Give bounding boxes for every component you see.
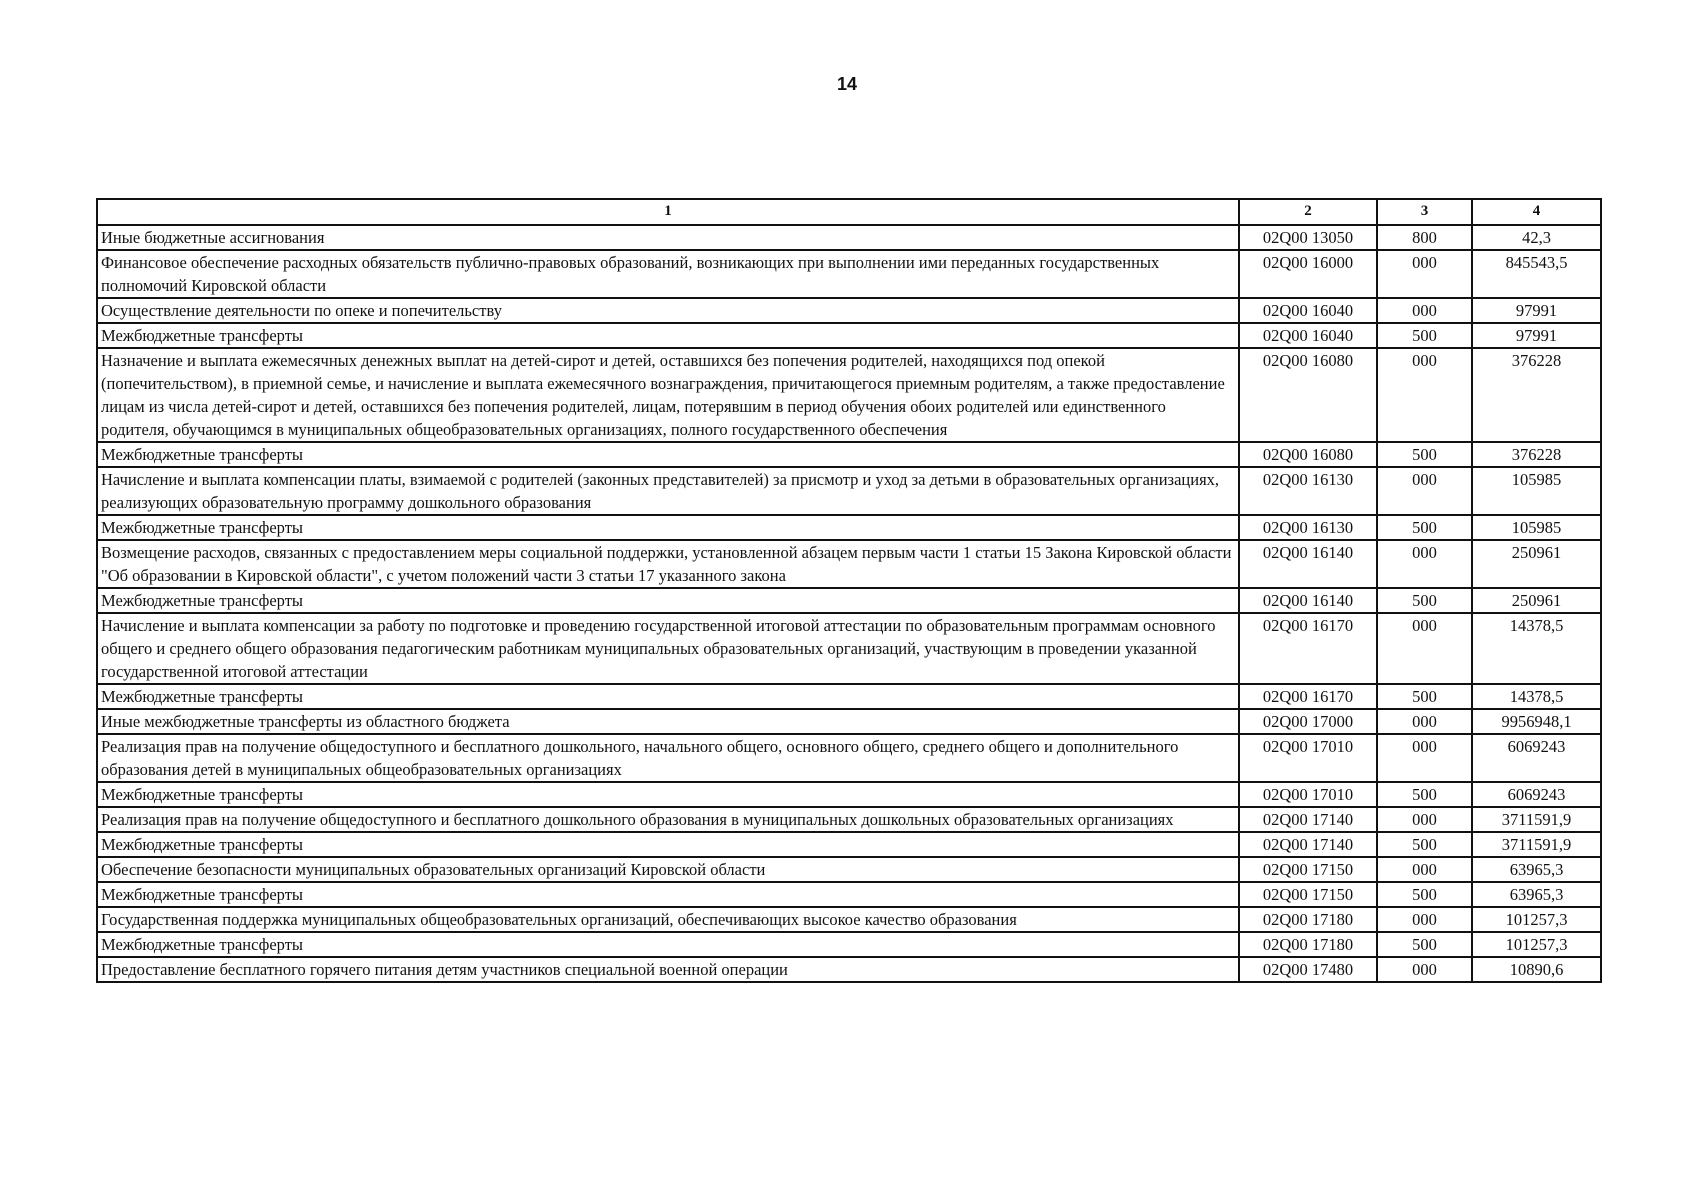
row-amount: 250961 xyxy=(1472,540,1601,588)
table-row xyxy=(97,588,1601,613)
row-expense-type: 500 xyxy=(1377,932,1472,957)
row-amount: 14378,5 xyxy=(1472,613,1601,684)
row-description: Назначение и выплата ежемесячных денежных выплат на детей-сирот и детей, оставшихся без попечения родителей, находящихся под опекой (попечительством), в приемной семье, и начисление и выплата ежемесячного вознаграждения, причитающегося приемным родителям, а также предоставление лицам из числа детей-сирот и детей, оставшихся без попечения родителей, лицам, потерявшим в период обучения обоих родителей или единственного родителя, обучающимся в муниципальных общеобразовательных организациях, полного государственного обеспечения xyxy=(97,348,1239,442)
row-description: Межбюджетные трансферты xyxy=(97,832,1239,857)
table-row xyxy=(97,734,1601,782)
table-row xyxy=(97,348,1601,442)
row-code: 02Q00 17150 xyxy=(1239,882,1377,907)
row-expense-type: 500 xyxy=(1377,442,1472,467)
row-description: Реализация прав на получение общедоступного и бесплатного дошкольного, начального общего, основного общего, среднего общего и дополнительного образования детей в муниципальных общеобразовательных организациях xyxy=(97,734,1239,782)
row-amount: 42,3 xyxy=(1472,225,1601,250)
table-row xyxy=(97,515,1601,540)
page-number: 14 xyxy=(836,74,858,94)
row-code: 02Q00 16140 xyxy=(1239,540,1377,588)
row-amount: 63965,3 xyxy=(1472,882,1601,907)
row-amount: 105985 xyxy=(1472,467,1601,515)
row-code: 02Q00 17180 xyxy=(1239,932,1377,957)
row-amount: 9956948,1 xyxy=(1472,709,1601,734)
table-row xyxy=(97,957,1601,982)
row-expense-type: 000 xyxy=(1377,250,1472,298)
column-header-description: 1 xyxy=(97,199,1239,225)
column-header-amount: 4 xyxy=(1472,199,1601,225)
row-description: Межбюджетные трансферты xyxy=(97,782,1239,807)
table-row xyxy=(97,467,1601,515)
row-amount: 6069243 xyxy=(1472,734,1601,782)
table-row xyxy=(97,250,1601,298)
row-expense-type: 000 xyxy=(1377,907,1472,932)
table-row xyxy=(97,782,1601,807)
table-row xyxy=(97,907,1601,932)
row-expense-type: 500 xyxy=(1377,684,1472,709)
row-description: Межбюджетные трансферты xyxy=(97,932,1239,957)
row-expense-type: 000 xyxy=(1377,467,1472,515)
table-row xyxy=(97,323,1601,348)
row-code: 02Q00 17480 xyxy=(1239,957,1377,982)
row-code: 02Q00 16000 xyxy=(1239,250,1377,298)
row-description: Возмещение расходов, связанных с предоставлением меры социальной поддержки, установленной абзацем первым части 1 статьи 15 Закона Кировской области "Об образовании в Кировской области", с учетом положений части 3 статьи 17 указанного закона xyxy=(97,540,1239,588)
row-expense-type: 500 xyxy=(1377,323,1472,348)
row-code: 02Q00 16040 xyxy=(1239,298,1377,323)
table-row xyxy=(97,807,1601,832)
row-code: 02Q00 16140 xyxy=(1239,588,1377,613)
table-row xyxy=(97,225,1601,250)
row-description: Межбюджетные трансферты xyxy=(97,515,1239,540)
row-amount: 63965,3 xyxy=(1472,857,1601,882)
row-description: Межбюджетные трансферты xyxy=(97,684,1239,709)
row-code: 02Q00 16130 xyxy=(1239,467,1377,515)
table-row xyxy=(97,882,1601,907)
budget-table xyxy=(96,198,1602,983)
table-row xyxy=(97,442,1601,467)
row-expense-type: 000 xyxy=(1377,957,1472,982)
row-amount: 97991 xyxy=(1472,323,1601,348)
row-description: Начисление и выплата компенсации за работу по подготовке и проведению государственной итоговой аттестации по образовательным программам основного общего и среднего общего образования педагогическим работникам муниципальных образовательных организаций, участвующим в проведении указанной государственной итоговой аттестации xyxy=(97,613,1239,684)
row-expense-type: 800 xyxy=(1377,225,1472,250)
table-row xyxy=(97,613,1601,684)
row-amount: 105985 xyxy=(1472,515,1601,540)
column-header-code: 2 xyxy=(1239,199,1377,225)
row-amount: 6069243 xyxy=(1472,782,1601,807)
row-code: 02Q00 16080 xyxy=(1239,442,1377,467)
table-row xyxy=(97,932,1601,957)
row-expense-type: 000 xyxy=(1377,613,1472,684)
row-code: 02Q00 16170 xyxy=(1239,613,1377,684)
row-expense-type: 500 xyxy=(1377,832,1472,857)
row-description: Реализация прав на получение общедоступного и бесплатного дошкольного образования в муниципальных дошкольных образовательных организациях xyxy=(97,807,1239,832)
row-amount: 845543,5 xyxy=(1472,250,1601,298)
row-description: Начисление и выплата компенсации платы, взимаемой с родителей (законных представителей) за присмотр и уход за детьми в образовательных организациях, реализующих образовательную программу дошкольного образования xyxy=(97,467,1239,515)
table-row xyxy=(97,298,1601,323)
row-description: Финансовое обеспечение расходных обязательств публично-правовых образований, возникающих при выполнении ими переданных государственных полномочий Кировской области xyxy=(97,250,1239,298)
row-amount: 3711591,9 xyxy=(1472,807,1601,832)
row-amount: 376228 xyxy=(1472,442,1601,467)
row-amount: 97991 xyxy=(1472,298,1601,323)
row-code: 02Q00 17010 xyxy=(1239,782,1377,807)
row-code: 02Q00 16080 xyxy=(1239,348,1377,442)
row-amount: 14378,5 xyxy=(1472,684,1601,709)
row-code: 02Q00 13050 xyxy=(1239,225,1377,250)
row-code: 02Q00 17150 xyxy=(1239,857,1377,882)
table-row xyxy=(97,857,1601,882)
table-row xyxy=(97,832,1601,857)
row-amount: 101257,3 xyxy=(1472,907,1601,932)
table-row xyxy=(97,540,1601,588)
row-code: 02Q00 17180 xyxy=(1239,907,1377,932)
row-description: Межбюджетные трансферты xyxy=(97,588,1239,613)
row-expense-type: 000 xyxy=(1377,734,1472,782)
row-description: Иные межбюджетные трансферты из областного бюджета xyxy=(97,709,1239,734)
row-description: Государственная поддержка муниципальных общеобразовательных организаций, обеспечивающих высокое качество образования xyxy=(97,907,1239,932)
row-amount: 101257,3 xyxy=(1472,932,1601,957)
row-description: Иные бюджетные ассигнования xyxy=(97,225,1239,250)
table-row xyxy=(97,684,1601,709)
row-description: Осуществление деятельности по опеке и попечительству xyxy=(97,298,1239,323)
row-code: 02Q00 16170 xyxy=(1239,684,1377,709)
row-expense-type: 000 xyxy=(1377,807,1472,832)
row-code: 02Q00 17140 xyxy=(1239,807,1377,832)
column-header-type: 3 xyxy=(1377,199,1472,225)
row-description: Межбюджетные трансферты xyxy=(97,882,1239,907)
row-amount: 250961 xyxy=(1472,588,1601,613)
row-amount: 10890,6 xyxy=(1472,957,1601,982)
row-code: 02Q00 17000 xyxy=(1239,709,1377,734)
table-row xyxy=(97,709,1601,734)
row-amount: 3711591,9 xyxy=(1472,832,1601,857)
row-expense-type: 000 xyxy=(1377,298,1472,323)
row-description: Обеспечение безопасности муниципальных образовательных организаций Кировской области xyxy=(97,857,1239,882)
row-description: Межбюджетные трансферты xyxy=(97,323,1239,348)
row-expense-type: 500 xyxy=(1377,588,1472,613)
row-description: Предоставление бесплатного горячего питания детям участников специальной военной операции xyxy=(97,957,1239,982)
row-code: 02Q00 16130 xyxy=(1239,515,1377,540)
row-expense-type: 500 xyxy=(1377,782,1472,807)
row-code: 02Q00 16040 xyxy=(1239,323,1377,348)
row-expense-type: 000 xyxy=(1377,540,1472,588)
row-expense-type: 500 xyxy=(1377,882,1472,907)
table-header-row xyxy=(97,199,1601,225)
row-expense-type: 000 xyxy=(1377,348,1472,442)
row-code: 02Q00 17010 xyxy=(1239,734,1377,782)
row-description: Межбюджетные трансферты xyxy=(97,442,1239,467)
row-amount: 376228 xyxy=(1472,348,1601,442)
table-body xyxy=(97,225,1601,982)
row-code: 02Q00 17140 xyxy=(1239,832,1377,857)
row-expense-type: 000 xyxy=(1377,857,1472,882)
row-expense-type: 500 xyxy=(1377,515,1472,540)
row-expense-type: 000 xyxy=(1377,709,1472,734)
